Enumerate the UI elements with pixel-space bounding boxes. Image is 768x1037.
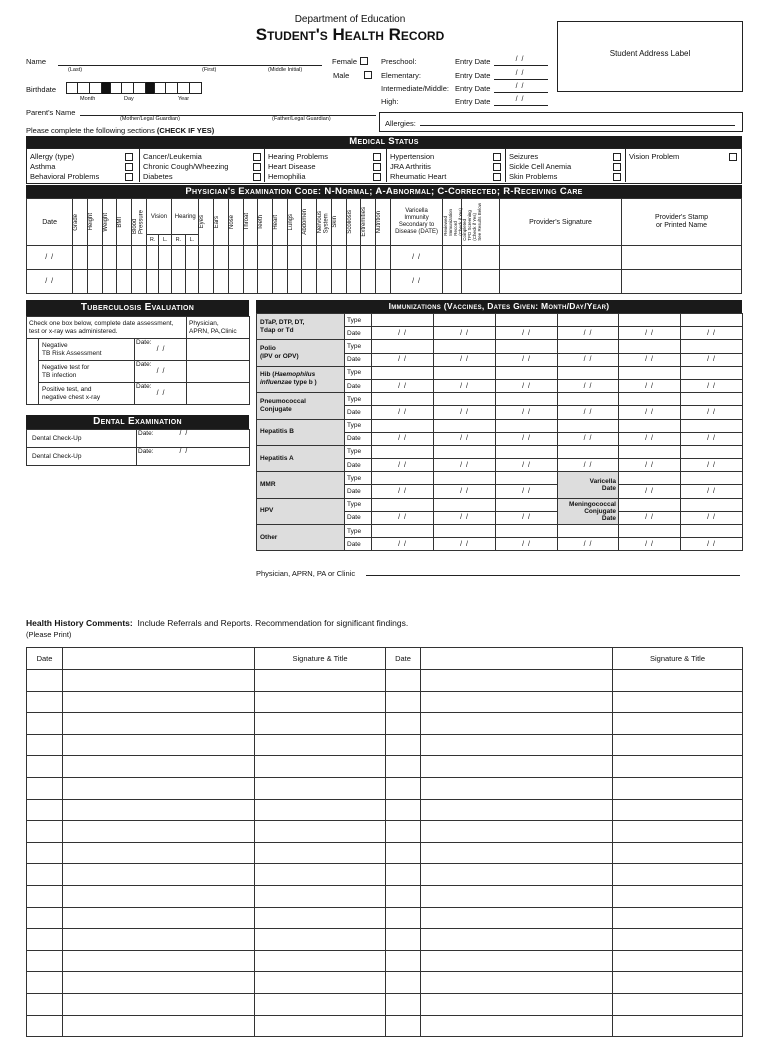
medical-status-checkbox[interactable] [373, 173, 381, 181]
immunization-row[interactable]: DTaP, DTP, DT, Tdap or Td Type [257, 314, 743, 327]
medical-status-item: Hypertension [390, 152, 435, 161]
comment-row[interactable] [27, 670, 743, 692]
comment-row[interactable] [27, 777, 743, 799]
medical-status-item: Skin Problems [509, 172, 558, 181]
medical-status-item: Hearing Problems [268, 152, 329, 161]
comments-title: Health History Comments: Include Referrals and Reports. Recommendation for significant findings. [26, 618, 409, 628]
exam-row[interactable]: / / / / [27, 270, 742, 294]
vaccine-name: Polio (IPV or OPV) [257, 340, 345, 366]
dental-row[interactable]: Dental Check-Up Date: / / [27, 448, 250, 466]
medical-status-checkbox[interactable] [253, 153, 261, 161]
form-title: Student's Health Record [255, 25, 445, 44]
comments-date-header: Date [27, 648, 63, 670]
physician-clinic-label: Physician, APRN, PA or Clinic [256, 569, 356, 578]
male-checkbox[interactable] [364, 71, 372, 79]
medical-status-header: Medical Status [26, 136, 742, 148]
tb-row-negative-risk[interactable]: Negative TB Risk Assessment Date: / / [27, 339, 250, 361]
immunization-row[interactable]: Date / / / / / / / / / / [257, 485, 743, 498]
comment-row[interactable] [27, 691, 743, 713]
medical-status-checkbox[interactable] [253, 173, 261, 181]
medical-status-checkbox[interactable] [125, 173, 133, 181]
comments-signature-header: Signature & Title [255, 648, 386, 670]
birth-day-sub: Day [124, 96, 134, 102]
comment-row[interactable] [27, 821, 743, 843]
comment-row[interactable] [27, 950, 743, 972]
name-first-sub: (First) [202, 67, 217, 73]
department-title: Department of Education [294, 14, 406, 25]
name-last-sub: (Last) [68, 67, 83, 73]
female-option[interactable]: Female [332, 57, 368, 66]
comment-row[interactable] [27, 799, 743, 821]
immunizations-header: Immunizations (Vaccines, Dates Given: Month/Day/Year) [256, 300, 742, 313]
medical-status-checkbox[interactable] [493, 163, 501, 171]
tb-row-negative-test[interactable]: Negative test for TB infection Date: / / [27, 361, 250, 383]
comment-row[interactable] [27, 713, 743, 735]
immunization-row[interactable]: Date / / / / / / / / / / / / [257, 432, 743, 445]
medical-status-checkbox[interactable] [373, 153, 381, 161]
dental-table [26, 429, 250, 466]
immunization-row[interactable]: Hepatitis A Type [257, 445, 743, 458]
immunization-row[interactable]: Date / / / / / / / / / / [257, 511, 743, 524]
immunization-row[interactable]: Pneumococcal Conjugate Type [257, 393, 743, 406]
comment-row[interactable] [27, 972, 743, 994]
male-option[interactable]: Male [333, 71, 372, 80]
immunization-row[interactable]: Date / / / / / / / / / / / / [257, 379, 743, 392]
entry-date-4[interactable]: Entry Date [455, 97, 491, 106]
medical-status-item: Allergy (type) [30, 152, 75, 161]
medical-status-item: Sickle Cell Anemia [509, 162, 572, 171]
comments-date-header-2: Date [386, 648, 421, 670]
allergies-box[interactable] [379, 112, 743, 132]
medical-status-checkbox[interactable] [493, 153, 501, 161]
comment-row[interactable] [27, 1015, 743, 1037]
immunization-row[interactable]: Date / / / / / / / / / / / / [257, 327, 743, 340]
entry-date-2[interactable]: Entry Date [455, 71, 491, 80]
vaccine-name: HPV [257, 498, 345, 524]
please-print: (Please Print) [26, 630, 72, 639]
birth-month-sub: Month [80, 96, 96, 102]
immunization-row[interactable]: Polio (IPV or OPV) Type [257, 340, 743, 353]
exam-date-header: Date [27, 199, 73, 246]
comment-row[interactable] [27, 842, 743, 864]
immunization-row[interactable]: HPV Type Meningococcal Conjugate Date [257, 498, 743, 511]
vaccine-name: MMR [257, 472, 345, 498]
comments-table [26, 647, 743, 1037]
comment-row[interactable] [27, 993, 743, 1015]
exam-row[interactable]: / / / / [27, 246, 742, 270]
name-field[interactable] [58, 65, 322, 66]
sections-note: Please complete the following sections (CHECK IF YES) [26, 126, 215, 135]
medical-status-checkbox[interactable] [729, 153, 737, 161]
immunization-row[interactable]: Date / / / / / / / / / / / / [257, 459, 743, 472]
vaccine-name: Other [257, 525, 345, 551]
name-middle-sub: (Middle Initial) [268, 67, 303, 73]
immunization-row[interactable]: Date / / / / / / / / / / / / [257, 353, 743, 366]
immunization-row[interactable]: Other Type [257, 525, 743, 538]
female-checkbox[interactable] [360, 57, 368, 65]
level-intermediate: Intermediate/Middle: [381, 84, 449, 93]
medical-status-item: Hemophilia [268, 172, 306, 181]
comment-row[interactable] [27, 756, 743, 778]
name-label: Name [26, 57, 47, 66]
medical-status-checkbox[interactable] [613, 153, 621, 161]
medical-status-item: Asthma [30, 162, 56, 171]
tb-header: Tuberculosis Evaluation [26, 300, 249, 316]
comment-row[interactable] [27, 929, 743, 951]
immunization-row[interactable]: Hib (Haemophilus influenzae type b ) Type [257, 366, 743, 379]
immunization-row[interactable]: Hepatitis B Type [257, 419, 743, 432]
entry-date-1[interactable]: Entry Date [455, 57, 491, 66]
comment-row[interactable] [27, 734, 743, 756]
physician-clinic-field[interactable] [366, 575, 740, 576]
immunizations-table [256, 313, 743, 551]
medical-status-checkbox[interactable] [253, 163, 261, 171]
medical-status-checkbox[interactable] [493, 173, 501, 181]
medical-status-checkbox[interactable] [373, 163, 381, 171]
parents-father-sub: (Father/Legal Guardian) [272, 116, 331, 122]
physician-exam-header: Physician's Examination Code: N-Normal; A-Abnormal; C-Corrected; R-Receiving Care [26, 185, 742, 198]
level-elementary: Elementary: [381, 71, 422, 80]
vaccine-name: DTaP, DTP, DT, Tdap or Td [257, 314, 345, 340]
vaccine-name: Hepatitis A [257, 445, 345, 471]
physician-exam-table: Date Grade Height Weight BMI Blood Pressure Vision Hearing Eyes Ears Nose Throat Teeth Heart Lungs Abdomen Nervous System Skin Scoliosis Extremities Nutrition Varicella Immunity Secondary to Disease (DATE) Reviewed Immunization Record (Check if Yes) Completed TPD Screening (Check if Yes) See Results Below Provider's Signature Provider's Stamp or Printed Name R. L. R. L. / / / / / / / / [26, 198, 742, 294]
medical-status-item: Heart Disease [268, 162, 316, 171]
medical-status-item: Rheumatic Heart [390, 172, 447, 181]
birthdate-boxes[interactable] [66, 82, 202, 94]
medical-status-item: Vision Problem [629, 152, 680, 161]
vaccine-name: Pneumococcal Conjugate [257, 393, 345, 419]
immunization-row[interactable]: Date / / / / / / / / / / / / [257, 406, 743, 419]
medical-status-item: Seizures [509, 152, 539, 161]
dental-row[interactable]: Dental Check-Up Date: / / [27, 430, 250, 448]
comment-row[interactable] [27, 885, 743, 907]
level-preschool: Preschool: [381, 57, 417, 66]
comment-row[interactable] [27, 864, 743, 886]
parents-mother-sub: (Mother/Legal Guardian) [120, 116, 180, 122]
dental-header: Dental Examination [26, 415, 249, 429]
address-label-text: Student Address Label [609, 49, 691, 58]
tb-row-positive-test[interactable]: Positive test, and negative chest x-ray Date: / / [27, 383, 250, 405]
varicella-date-label[interactable]: Varicella Date [558, 472, 619, 498]
medical-status-item: Diabetes [143, 172, 173, 181]
vaccine-name: Hib (Haemophilus influenzae type b ) [257, 366, 345, 392]
medical-status-checkbox[interactable] [613, 173, 621, 181]
student-address-label-box[interactable] [557, 21, 743, 92]
medical-status-item: Behavioral Problems [30, 172, 100, 181]
medical-status-item: JRA Arthritis [390, 162, 431, 171]
medical-status-checkbox[interactable] [125, 163, 133, 171]
meningococcal-label[interactable]: Meningococcal Conjugate Date [558, 498, 619, 524]
allergies-label: Allergies: [385, 119, 416, 128]
medical-status-item: Chronic Cough/Wheezing [143, 162, 229, 171]
tb-table: Check one box below, complete date assessment, test or x-ray was administered. Physician, APRN, PA,Clinic Negative TB Risk Assessment Date: / / Negative test for TB infection Date: / / Positive test, and negative chest x-ray Date: / / [26, 316, 250, 405]
level-high: High: [381, 97, 399, 106]
medical-status-checkbox[interactable] [125, 153, 133, 161]
birth-year-sub: Year [178, 96, 190, 102]
medical-status-checkbox[interactable] [613, 163, 621, 171]
immunization-row[interactable]: Date / / / / / / / / / / / / [257, 538, 743, 551]
medical-status-item: Cancer/Leukemia [143, 152, 202, 161]
parents-label: Parent's Name [26, 108, 76, 117]
entry-date-3[interactable]: Entry Date [455, 84, 491, 93]
comments-signature-header-2: Signature & Title [613, 648, 743, 670]
comment-row[interactable] [27, 907, 743, 929]
immunization-row[interactable]: MMR Type Varicella Date [257, 472, 743, 485]
vaccine-name: Hepatitis B [257, 419, 345, 445]
birthdate-label: Birthdate [26, 85, 57, 94]
